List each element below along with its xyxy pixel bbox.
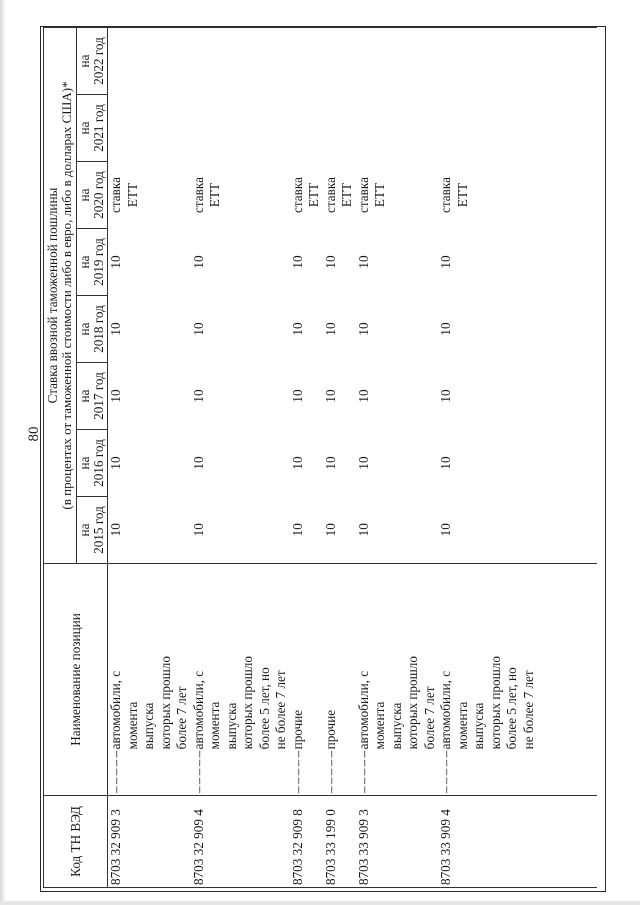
duty-rate-cell	[438, 95, 537, 162]
rate-subtitle-text: (в процентах от таможенной стоимости либо в евро, либо в долларах США)*	[59, 81, 74, 510]
duty-rate-cell: 10	[289, 322, 305, 336]
duty-rate-cell: 10	[322, 389, 338, 403]
indent-dashes: – – – – –	[322, 751, 338, 793]
table-body	[108, 27, 598, 887]
year-header-label: 2015 год	[92, 497, 108, 564]
year-header-prefix: на	[77, 430, 93, 497]
position-name-line: автомобили, с	[190, 670, 206, 750]
position-name-line: момента	[454, 701, 470, 750]
duty-rate-cell: 10	[438, 389, 453, 403]
header-code: Код ТН ВЭД	[44, 796, 108, 888]
scan-edge	[0, 0, 6, 905]
rotated-table-container	[43, 28, 583, 888]
tn-ved-code: 8703 33 909 3	[356, 796, 439, 888]
table-row	[323, 27, 356, 887]
position-name	[438, 564, 537, 796]
duty-rate-cell: 10	[322, 322, 338, 336]
duty-rate-cell	[356, 95, 439, 162]
duty-rate-cell: 10	[190, 523, 206, 537]
position-name-line: не более 7 лет	[520, 670, 536, 750]
indent-dashes: – – – – –	[355, 751, 371, 793]
duty-rate-cell	[108, 95, 191, 162]
position-name-line: которых прошло	[240, 656, 255, 750]
position-name-line: автомобили, с	[355, 670, 371, 750]
duty-rate-cell: 10	[355, 255, 371, 269]
duty-rate-cell: 10	[289, 255, 305, 269]
year-header-label: 2016 год	[92, 430, 108, 497]
header-rate-title	[44, 27, 61, 563]
year-header-prefix: на	[77, 296, 93, 363]
year-header-label: 2019 год	[92, 229, 108, 296]
year-header-label: 2017 год	[92, 363, 108, 430]
indent-dashes: – – – – –	[190, 751, 206, 793]
filler-cell	[537, 296, 597, 363]
table-row	[108, 27, 191, 887]
position-name-line: выпуска	[388, 702, 404, 750]
position-name-line: автомобили, с	[108, 670, 123, 750]
filler-cell	[537, 162, 597, 229]
position-name-line: более 7 лет	[174, 686, 189, 750]
position-name	[108, 564, 191, 796]
duty-rate-cell: 10	[438, 322, 453, 336]
duty-rate-cell	[290, 95, 323, 162]
position-name-line: выпуска	[471, 702, 486, 750]
year-header-label: 2022 год	[92, 27, 108, 94]
year-header-prefix: на	[77, 162, 93, 229]
rate-title-text: Ставка ввозной таможенной пошлины	[45, 187, 60, 404]
table-row	[438, 27, 537, 887]
scan-edge	[0, 901, 640, 905]
tn-ved-code: 8703 32 909 8	[290, 796, 323, 888]
duty-rate-cell: 10	[108, 389, 123, 403]
filler-cell	[537, 95, 597, 162]
position-name-line: которых прошло	[405, 656, 420, 750]
position-name-line: не более 7 лет	[273, 670, 288, 750]
duty-rate-cell: ставка ЕТТ	[355, 177, 387, 213]
position-name-line: которых прошло	[487, 656, 503, 750]
position-name-line: автомобили, с	[438, 670, 453, 750]
table-row	[290, 27, 323, 887]
position-name-line: выпуска	[141, 702, 156, 750]
duty-rate-cell: 10	[355, 322, 371, 336]
tn-ved-code: 8703 32 909 3	[108, 796, 191, 888]
duty-rate-cell: 10	[190, 389, 206, 403]
position-name-line: момента	[124, 701, 140, 750]
duty-rate-cell	[438, 27, 537, 94]
tn-ved-code: 8703 32 909 4	[191, 796, 290, 888]
filler-cell	[537, 27, 597, 94]
page-number: 80	[26, 426, 42, 442]
duty-rate-cell	[323, 95, 356, 162]
duty-rate-cell: 10	[355, 456, 371, 470]
duty-rate-cell: 10	[108, 523, 123, 537]
duty-rate-cell: ставка ЕТТ	[108, 177, 140, 213]
year-header-prefix: на	[77, 363, 93, 430]
position-name	[323, 564, 356, 796]
tn-ved-code: 8703 33 199 0	[323, 796, 356, 888]
duty-rate-cell: 10	[289, 523, 305, 537]
duty-rate-cell	[290, 27, 323, 94]
filler-cell	[537, 497, 597, 564]
table-filler-row	[537, 27, 597, 887]
duty-rate-cell: 10	[322, 456, 338, 470]
duty-rate-cell: 10	[190, 322, 206, 336]
duty-rate-cell: 10	[322, 523, 338, 537]
duty-rate-cell	[323, 27, 356, 94]
position-name-line: более 5 лет, но	[504, 667, 519, 750]
filler-cell	[537, 229, 597, 296]
duty-rate-cell	[191, 27, 290, 94]
table-header	[44, 27, 108, 887]
position-name-line: момента	[372, 701, 387, 750]
duty-rate-cell	[356, 27, 439, 94]
header-rate-subtitle	[60, 27, 77, 563]
duty-rate-cell: 10	[108, 255, 123, 269]
position-name-line: более 5 лет, но	[256, 667, 272, 750]
year-header-prefix: на	[77, 95, 93, 162]
filler-cell	[537, 796, 597, 888]
position-name	[290, 564, 323, 796]
indent-dashes: – – – – –	[289, 751, 305, 793]
year-header-prefix: на	[77, 229, 93, 296]
duty-rate-cell: 10	[355, 523, 371, 537]
duty-rate-cell	[191, 95, 290, 162]
tn-ved-code: 8703 33 909 4	[438, 796, 537, 888]
position-name	[356, 564, 439, 796]
table-row	[356, 27, 439, 887]
duty-rate-cell: 10	[438, 255, 453, 269]
filler-cell	[537, 363, 597, 430]
position-name-line: момента	[207, 701, 222, 750]
year-header-label: 2020 год	[92, 162, 108, 229]
table-row	[191, 27, 290, 887]
duty-rate-cell: ставка ЕТТ	[438, 177, 470, 213]
duty-rate-cell: 10	[438, 456, 453, 470]
year-header-label: 2021 год	[92, 95, 108, 162]
page-frame	[40, 26, 606, 892]
duty-rate-cell: ставка ЕТТ	[322, 177, 354, 213]
duty-rate-cell: ставка ЕТТ	[289, 177, 321, 213]
position-name-line: более 7 лет	[421, 686, 437, 750]
duty-rate-cell: 10	[322, 255, 338, 269]
indent-dashes: – – – – –	[108, 751, 123, 793]
header-name: Наименование позиции	[44, 564, 108, 796]
duty-rate-cell: 10	[190, 255, 206, 269]
position-name-line: которых прошло	[157, 656, 173, 750]
duty-rate-cell: 10	[108, 456, 123, 470]
year-header-label: 2018 год	[92, 296, 108, 363]
duty-rate-cell: 10	[355, 389, 371, 403]
year-header-prefix: на	[77, 497, 93, 564]
indent-dashes: – – – – –	[438, 751, 453, 793]
duty-rate-cell: ставка ЕТТ	[190, 177, 222, 213]
filler-cell	[537, 430, 597, 497]
position-name	[191, 564, 290, 796]
filler-cell	[537, 564, 597, 796]
year-header-prefix: на	[77, 27, 93, 94]
duty-rate-cell	[108, 27, 191, 94]
position-name-line: выпуска	[223, 702, 239, 750]
customs-duty-table	[43, 27, 597, 888]
duty-rate-cell: 10	[108, 322, 123, 336]
position-name-line: прочие	[322, 709, 338, 750]
duty-rate-cell: 10	[289, 389, 305, 403]
duty-rate-cell: 10	[190, 456, 206, 470]
duty-rate-cell: 10	[438, 523, 453, 537]
position-name-line: прочие	[289, 709, 305, 750]
duty-rate-cell: 10	[289, 456, 305, 470]
